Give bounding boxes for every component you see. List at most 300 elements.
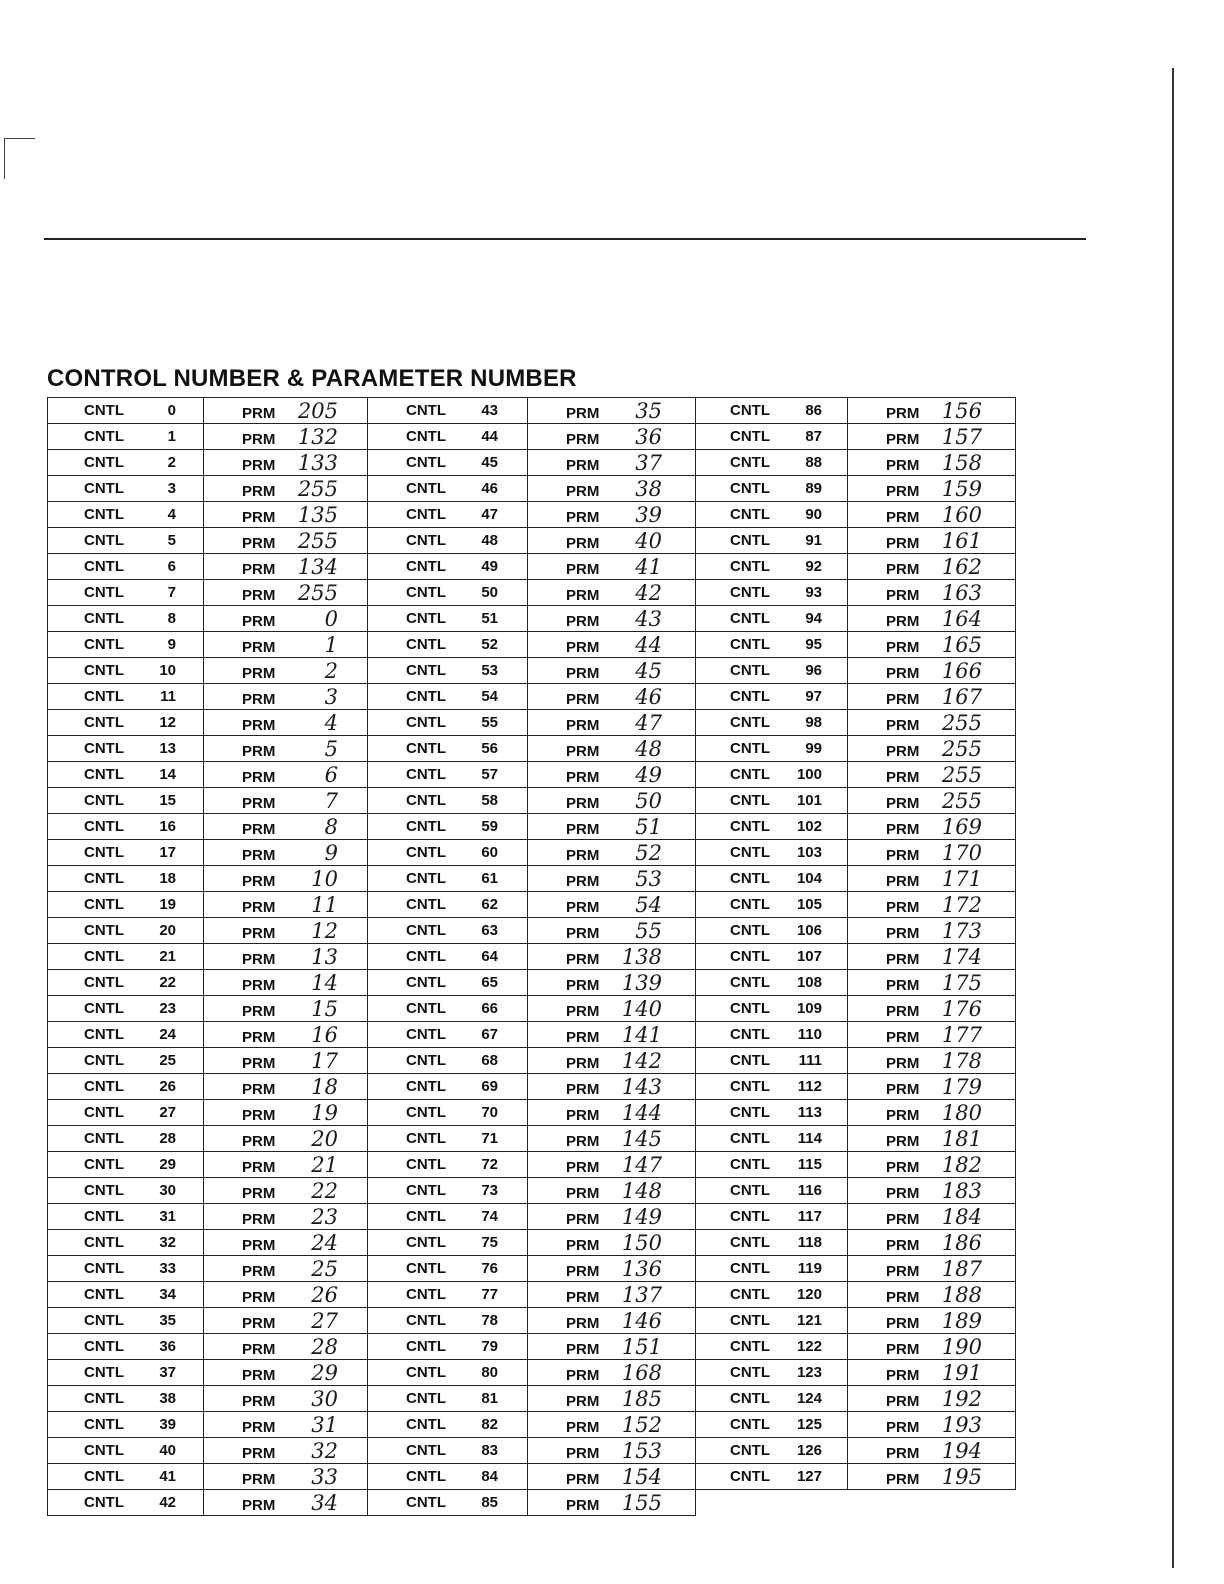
control-number: 114: [797, 1130, 822, 1147]
table-row: [368, 1152, 696, 1178]
parameter-label: PRM: [886, 768, 920, 786]
table-row: [48, 840, 368, 866]
parameter-number: 179: [941, 1074, 982, 1099]
parameter-label: PRM: [566, 1184, 600, 1202]
parameter-cell: [204, 788, 368, 814]
control-cell: [696, 554, 848, 580]
parameter-label: PRM: [886, 690, 920, 708]
parameter-cell: [848, 1308, 1016, 1334]
parameter-cell: [204, 554, 368, 580]
control-label: CNTL: [84, 1286, 124, 1303]
parameter-label: PRM: [242, 1002, 276, 1020]
parameter-label: PRM: [566, 1314, 600, 1332]
parameter-cell: [204, 684, 368, 710]
table-row: [696, 1386, 1016, 1412]
table-row: [48, 1386, 368, 1412]
parameter-label: PRM: [886, 1080, 920, 1098]
parameter-label: PRM: [886, 1158, 920, 1176]
control-number: 14: [159, 766, 176, 783]
control-cell: [696, 424, 848, 450]
control-cell: [368, 1152, 528, 1178]
parameter-number: 190: [941, 1334, 982, 1359]
parameter-label: PRM: [886, 1418, 920, 1436]
parameter-label: PRM: [242, 1496, 276, 1514]
parameter-number: 255: [297, 528, 338, 553]
control-label: CNTL: [730, 428, 770, 445]
parameter-number: 19: [311, 1100, 338, 1125]
parameter-cell: [204, 528, 368, 554]
parameter-cell: [528, 762, 696, 788]
parameter-number: 170: [941, 840, 982, 865]
control-cell: [48, 528, 204, 554]
control-label: CNTL: [730, 922, 770, 939]
control-number: 21: [159, 948, 176, 965]
control-cell: [48, 658, 204, 684]
control-cell: [696, 580, 848, 606]
control-number: 64: [481, 948, 498, 965]
parameter-number: 153: [621, 1438, 662, 1463]
table-row: [696, 1022, 1016, 1048]
parameter-number: 52: [635, 840, 662, 865]
control-label: CNTL: [84, 688, 124, 705]
control-number: 58: [481, 792, 498, 809]
parameter-label: PRM: [242, 976, 276, 994]
control-cell: [696, 1308, 848, 1334]
control-label: CNTL: [84, 662, 124, 679]
table-row: [368, 528, 696, 554]
table-row: [696, 606, 1016, 632]
parameter-cell: [204, 502, 368, 528]
control-label: CNTL: [406, 1312, 446, 1329]
control-number: 76: [481, 1260, 498, 1277]
control-cell: [696, 1230, 848, 1256]
parameter-label: PRM: [566, 794, 600, 812]
control-cell: [368, 1360, 528, 1386]
table-row: [696, 1282, 1016, 1308]
table-row: [696, 528, 1016, 554]
table-row: [368, 1490, 696, 1516]
parameter-label: PRM: [566, 1496, 600, 1514]
parameter-number: 44: [635, 632, 662, 657]
control-label: CNTL: [730, 480, 770, 497]
parameter-cell: [848, 1074, 1016, 1100]
control-cell: [48, 1152, 204, 1178]
parameter-cell: [848, 1438, 1016, 1464]
parameter-label: PRM: [566, 872, 600, 890]
control-label: CNTL: [730, 714, 770, 731]
table-row: [48, 1334, 368, 1360]
control-number: 97: [805, 688, 822, 705]
parameter-label: PRM: [566, 924, 600, 942]
parameter-label: PRM: [242, 1236, 276, 1254]
parameter-cell: [528, 658, 696, 684]
parameter-number: 134: [297, 554, 338, 579]
control-cell: [368, 736, 528, 762]
control-number: 96: [805, 662, 822, 679]
control-number: 110: [797, 1026, 822, 1043]
parameter-cell: [528, 1360, 696, 1386]
parameter-label: PRM: [566, 1366, 600, 1384]
parameter-label: PRM: [242, 456, 276, 474]
parameter-label: PRM: [242, 1262, 276, 1280]
parameter-label: PRM: [566, 1002, 600, 1020]
parameter-label: PRM: [566, 508, 600, 526]
control-label: CNTL: [406, 948, 446, 965]
control-label: CNTL: [84, 818, 124, 835]
control-number: 0: [167, 402, 176, 419]
control-number: 9: [167, 636, 176, 653]
parameter-number: 147: [621, 1152, 662, 1177]
control-number: 88: [805, 454, 822, 471]
control-label: CNTL: [730, 1416, 770, 1433]
parameter-label: PRM: [566, 534, 600, 552]
control-number: 107: [796, 948, 822, 965]
parameter-number: 6: [324, 762, 338, 787]
parameter-cell: [204, 1360, 368, 1386]
parameter-number: 31: [311, 1412, 338, 1437]
control-label: CNTL: [406, 1390, 446, 1407]
control-label: CNTL: [84, 896, 124, 913]
table-row: [696, 1360, 1016, 1386]
control-number: 68: [481, 1052, 498, 1069]
control-number: 80: [481, 1364, 498, 1381]
parameter-number: 177: [941, 1022, 982, 1047]
table-row: [696, 1048, 1016, 1074]
parameter-cell: [528, 1438, 696, 1464]
parameter-number: 150: [621, 1230, 662, 1255]
mapping-table-column-3: [695, 397, 1016, 1490]
parameter-label: PRM: [566, 1236, 600, 1254]
parameter-label: PRM: [886, 534, 920, 552]
parameter-cell: [528, 1126, 696, 1152]
control-number: 3: [167, 480, 176, 497]
control-label: CNTL: [730, 1182, 770, 1199]
parameter-number: 141: [621, 1022, 662, 1047]
parameter-label: PRM: [242, 872, 276, 890]
parameter-label: PRM: [242, 1366, 276, 1384]
parameter-number: 167: [941, 684, 982, 709]
control-label: CNTL: [406, 428, 446, 445]
control-label: CNTL: [406, 480, 446, 497]
parameter-number: 37: [635, 450, 662, 475]
table-row: [48, 398, 368, 424]
parameter-number: 255: [941, 736, 982, 761]
parameter-number: 178: [941, 1048, 982, 1073]
table-row: [368, 710, 696, 736]
table-row: [48, 866, 368, 892]
control-label: CNTL: [730, 974, 770, 991]
parameter-cell: [528, 866, 696, 892]
parameter-cell: [848, 554, 1016, 580]
parameter-number: 21: [311, 1152, 338, 1177]
control-cell: [368, 1204, 528, 1230]
control-cell: [696, 736, 848, 762]
table-row: [368, 944, 696, 970]
control-label: CNTL: [84, 1416, 124, 1433]
control-label: CNTL: [730, 792, 770, 809]
control-cell: [368, 788, 528, 814]
control-label: CNTL: [730, 636, 770, 653]
control-number: 43: [481, 402, 498, 419]
parameter-cell: [204, 450, 368, 476]
control-number: 31: [159, 1208, 176, 1225]
table-row: [368, 918, 696, 944]
control-cell: [48, 1438, 204, 1464]
control-cell: [48, 996, 204, 1022]
control-label: CNTL: [84, 714, 124, 731]
control-label: CNTL: [84, 766, 124, 783]
parameter-cell: [204, 736, 368, 762]
control-cell: [696, 1256, 848, 1282]
control-label: CNTL: [84, 610, 124, 627]
table-row: [48, 1256, 368, 1282]
control-cell: [368, 1048, 528, 1074]
control-number: 111: [798, 1052, 822, 1069]
control-number: 42: [159, 1494, 176, 1511]
parameter-label: PRM: [242, 1470, 276, 1488]
table-row: [368, 502, 696, 528]
control-label: CNTL: [406, 1286, 446, 1303]
control-number: 53: [481, 662, 498, 679]
parameter-number: 54: [635, 892, 662, 917]
parameter-label: PRM: [886, 1340, 920, 1358]
control-label: CNTL: [84, 740, 124, 757]
table-row: [696, 1178, 1016, 1204]
table-row: [48, 554, 368, 580]
control-label: CNTL: [730, 1026, 770, 1043]
control-label: CNTL: [84, 1000, 124, 1017]
parameter-cell: [848, 970, 1016, 996]
table-row: [368, 450, 696, 476]
control-cell: [48, 1256, 204, 1282]
control-number: 13: [159, 740, 176, 757]
control-number: 83: [481, 1442, 498, 1459]
control-number: 28: [159, 1130, 176, 1147]
control-cell: [368, 1282, 528, 1308]
control-cell: [696, 528, 848, 554]
control-number: 54: [481, 688, 498, 705]
control-label: CNTL: [84, 974, 124, 991]
parameter-cell: [848, 1464, 1016, 1490]
control-label: CNTL: [84, 402, 124, 419]
control-number: 6: [167, 558, 176, 575]
control-number: 123: [796, 1364, 822, 1381]
control-number: 55: [481, 714, 498, 731]
parameter-cell: [528, 918, 696, 944]
parameter-number: 255: [941, 762, 982, 787]
parameter-cell: [848, 424, 1016, 450]
control-number: 103: [796, 844, 822, 861]
parameter-label: PRM: [566, 664, 600, 682]
control-label: CNTL: [84, 792, 124, 809]
control-cell: [48, 1464, 204, 1490]
control-number: 108: [796, 974, 822, 991]
parameter-number: 154: [621, 1464, 662, 1489]
control-number: 20: [159, 922, 176, 939]
parameter-cell: [848, 944, 1016, 970]
control-number: 126: [796, 1442, 822, 1459]
parameter-number: 133: [297, 450, 338, 475]
control-cell: [696, 1360, 848, 1386]
control-cell: [48, 580, 204, 606]
parameter-label: PRM: [886, 430, 920, 448]
control-label: CNTL: [730, 818, 770, 835]
control-cell: [368, 710, 528, 736]
parameter-number: 53: [635, 866, 662, 891]
parameter-label: PRM: [886, 508, 920, 526]
parameter-cell: [528, 476, 696, 502]
control-label: CNTL: [730, 532, 770, 549]
parameter-cell: [204, 944, 368, 970]
control-cell: [696, 1074, 848, 1100]
table-row: [368, 1230, 696, 1256]
parameter-cell: [204, 710, 368, 736]
parameter-number: 47: [635, 710, 662, 735]
parameter-cell: [528, 1178, 696, 1204]
control-label: CNTL: [406, 1104, 446, 1121]
control-number: 34: [159, 1286, 176, 1303]
control-cell: [368, 1334, 528, 1360]
control-number: 59: [481, 818, 498, 835]
parameter-cell: [848, 1178, 1016, 1204]
control-number: 65: [481, 974, 498, 991]
parameter-number: 148: [621, 1178, 662, 1203]
page-edge-line: [1172, 68, 1174, 1568]
parameter-label: PRM: [242, 742, 276, 760]
control-label: CNTL: [84, 1338, 124, 1355]
table-row: [368, 1100, 696, 1126]
control-cell: [696, 450, 848, 476]
control-number: 57: [481, 766, 498, 783]
control-label: CNTL: [406, 1130, 446, 1147]
parameter-cell: [848, 1282, 1016, 1308]
parameter-cell: [528, 424, 696, 450]
control-cell: [48, 1334, 204, 1360]
control-cell: [48, 736, 204, 762]
control-label: CNTL: [406, 532, 446, 549]
control-label: CNTL: [730, 610, 770, 627]
parameter-cell: [204, 840, 368, 866]
parameter-number: 192: [941, 1386, 982, 1411]
control-number: 69: [481, 1078, 498, 1095]
table-row: [48, 1178, 368, 1204]
parameter-label: PRM: [886, 1054, 920, 1072]
parameter-cell: [204, 1412, 368, 1438]
parameter-label: PRM: [566, 1028, 600, 1046]
control-label: CNTL: [730, 1312, 770, 1329]
control-number: 99: [805, 740, 822, 757]
parameter-number: 144: [621, 1100, 662, 1125]
parameter-cell: [848, 1022, 1016, 1048]
parameter-number: 27: [311, 1308, 338, 1333]
table-row: [696, 762, 1016, 788]
parameter-cell: [528, 736, 696, 762]
parameter-label: PRM: [566, 612, 600, 630]
parameter-number: 165: [941, 632, 982, 657]
control-cell: [48, 1282, 204, 1308]
parameter-cell: [848, 684, 1016, 710]
parameter-label: PRM: [242, 1054, 276, 1072]
parameter-label: PRM: [566, 1132, 600, 1150]
control-label: CNTL: [406, 558, 446, 575]
control-label: CNTL: [730, 688, 770, 705]
parameter-cell: [204, 892, 368, 918]
control-cell: [368, 814, 528, 840]
parameter-cell: [528, 944, 696, 970]
control-label: CNTL: [406, 1182, 446, 1199]
parameter-number: 185: [621, 1386, 662, 1411]
parameter-number: 13: [311, 944, 338, 969]
control-number: 66: [481, 1000, 498, 1017]
table-row: [48, 424, 368, 450]
control-cell: [696, 684, 848, 710]
control-cell: [48, 632, 204, 658]
parameter-cell: [528, 450, 696, 476]
parameter-label: PRM: [566, 638, 600, 656]
control-number: 30: [159, 1182, 176, 1199]
control-number: 16: [159, 818, 176, 835]
parameter-label: PRM: [242, 1314, 276, 1332]
control-label: CNTL: [84, 1494, 124, 1511]
control-number: 106: [796, 922, 822, 939]
parameter-label: PRM: [886, 1002, 920, 1020]
parameter-label: PRM: [886, 482, 920, 500]
table-row: [696, 658, 1016, 684]
parameter-label: PRM: [566, 820, 600, 838]
control-number: 87: [805, 428, 822, 445]
control-cell: [48, 1490, 204, 1516]
table-row: [48, 606, 368, 632]
table-row: [48, 528, 368, 554]
table-row: [368, 1178, 696, 1204]
control-label: CNTL: [406, 818, 446, 835]
control-number: 49: [481, 558, 498, 575]
parameter-cell: [528, 1048, 696, 1074]
parameter-number: 20: [311, 1126, 338, 1151]
table-row: [368, 1204, 696, 1230]
table-row: [48, 684, 368, 710]
control-number: 39: [159, 1416, 176, 1433]
table-row: [696, 866, 1016, 892]
parameter-cell: [528, 554, 696, 580]
control-label: CNTL: [84, 480, 124, 497]
parameter-cell: [848, 580, 1016, 606]
parameter-number: 41: [635, 554, 662, 579]
parameter-label: PRM: [886, 456, 920, 474]
table-row: [696, 1126, 1016, 1152]
control-number: 118: [797, 1234, 822, 1251]
table-row: [368, 996, 696, 1022]
table-row: [368, 632, 696, 658]
control-cell: [696, 1178, 848, 1204]
parameter-label: PRM: [242, 1080, 276, 1098]
control-cell: [48, 1204, 204, 1230]
parameter-label: PRM: [886, 1314, 920, 1332]
control-label: CNTL: [84, 1104, 124, 1121]
parameter-label: PRM: [566, 482, 600, 500]
control-number: 10: [159, 662, 176, 679]
parameter-label: PRM: [886, 1366, 920, 1384]
parameter-label: PRM: [886, 1262, 920, 1280]
parameter-number: 156: [941, 398, 982, 423]
parameter-number: 139: [621, 970, 662, 995]
control-number: 4: [167, 506, 176, 523]
table-row: [368, 398, 696, 424]
parameter-number: 184: [941, 1204, 982, 1229]
control-cell: [48, 1074, 204, 1100]
control-number: 120: [796, 1286, 822, 1303]
table-row: [48, 1360, 368, 1386]
